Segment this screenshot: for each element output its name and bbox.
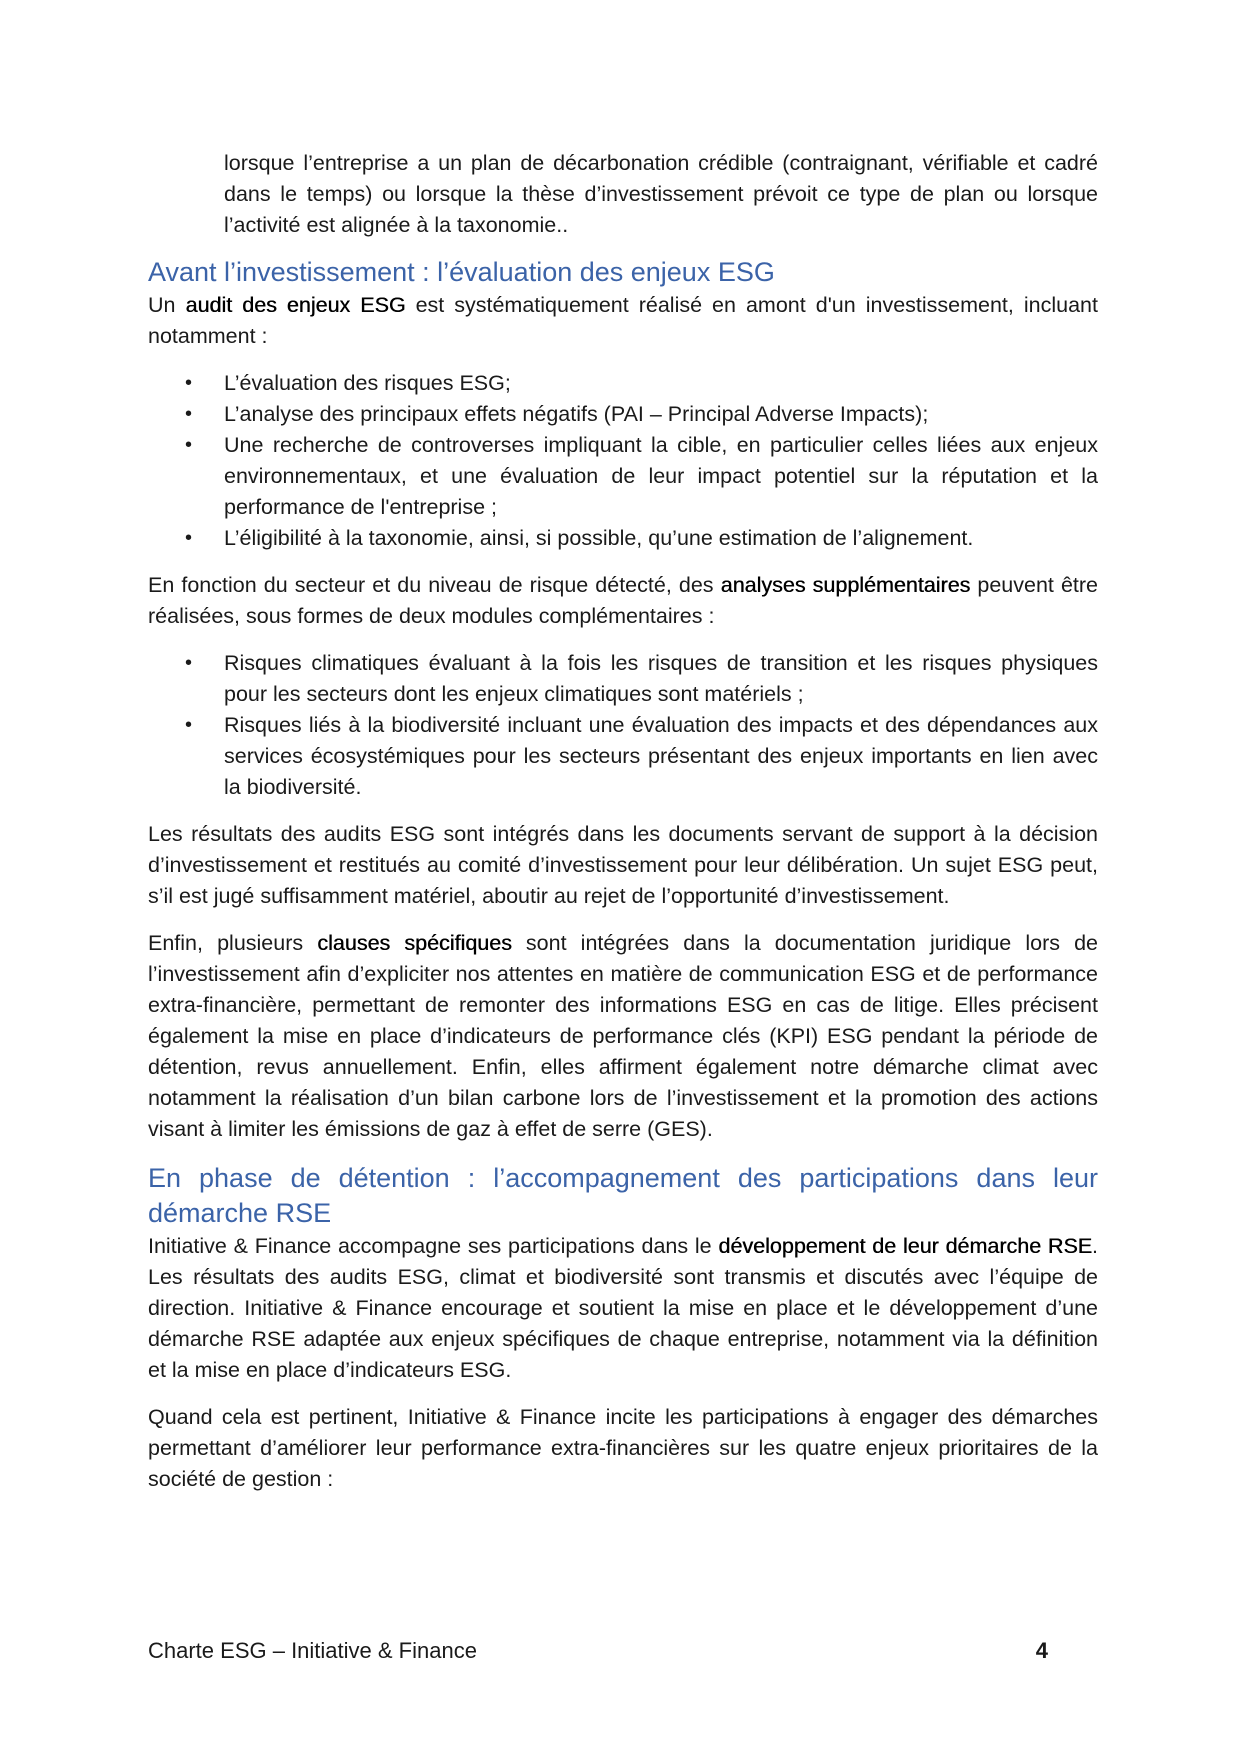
footer-title: Charte ESG – Initiative & Finance xyxy=(148,1638,477,1663)
list-item: • L’analyse des principaux effets négatifs (PAI – Principal Adverse Impacts); xyxy=(148,399,1098,430)
text-run: En fonction du secteur et du niveau de risque détecté, des xyxy=(148,573,721,597)
paragraph-specific-clauses xyxy=(148,928,1098,1145)
page-number: 4 xyxy=(1035,1638,1048,1663)
continued-bullet-text: lorsque l’entreprise a un plan de décarbonation crédible (contraignant, vérifiable et cadré dans le temps) ou lorsque la thèse d’investissement prévoit ce type de plan ou lorsque l’activité est alignée à la taxonomie.. xyxy=(224,151,1098,237)
bold-term: clauses spécifiques xyxy=(317,931,512,955)
page-footer xyxy=(148,1638,1048,1672)
text-run: . Les résultats des audits ESG, climat et biodiversité sont transmis et discutés avec l’équipe de direction. Initiative & Finance encourage et soutient la mise en place et le développement d’une démarche RSE adaptée aux enjeux spécifiques de chaque entreprise, notamment via la définition et la mise en place d’indicateurs ESG. xyxy=(148,1234,1098,1382)
text-run: Initiative & Finance accompagne ses participations dans le xyxy=(148,1234,719,1258)
section-heading-before-investment: Avant l’investissement : l’évaluation des enjeux ESG xyxy=(148,257,775,287)
paragraph-rse-support xyxy=(148,1231,1098,1386)
section-heading-holding-phase: En phase de détention : l’accompagnement des participations dans leur démarche RSE xyxy=(148,1163,1098,1228)
text-run: est systématiquement réalisé en amont d'un investissement, incluant notamment : xyxy=(148,293,1098,348)
paragraph-additional-analyses xyxy=(148,570,1098,632)
text-run: sont intégrées dans la documentation juridique lors de l’investissement afin d’expliciter nos attentes en matière de communication ESG et de performance extra-financière, permettant de remonter des informations ESG en cas de litige. Elles précisent également la mise en place d’indicateurs de performance clés (KPI) ESG pendant la période de détention, revus annuellement. Enfin, elles affirment également notre démarche climat avec notamment la réalisation d’un bilan carbone lors de l’investissement et la promotion des actions visant à limiter les émissions de gaz à effet de serre (GES). xyxy=(148,931,1099,1141)
bullet-list-modules xyxy=(148,648,1098,803)
list-item: • Risques climatiques évaluant à la fois les risques de transition et les risques physiques pour les secteurs dont les enjeux climatiques sont matériels ; xyxy=(148,648,1098,710)
text-run: Enfin, plusieurs xyxy=(148,931,318,955)
bullet-list-audit xyxy=(148,368,1098,554)
bold-term: développement de leur démarche RSE xyxy=(718,1234,1093,1258)
list-item: • L’évaluation des risques ESG; xyxy=(148,368,1098,399)
paragraph-audit-intro xyxy=(148,290,1098,352)
text-run: peuvent être réalisées, sous formes de deux modules complémentaires : xyxy=(148,573,1098,628)
list-item: • Risques liés à la biodiversité incluant une évaluation des impacts et des dépendances aux services écosystémiques pour les secteurs présentant des enjeux importants en lien avec la biodiversité. xyxy=(148,710,1098,803)
paragraph-priority-issues: Quand cela est pertinent, Initiative & Finance incite les participations à engager des démarches permettant d’améliorer leur performance extra-financières sur les quatre enjeux prioritaires de la société de gestion : xyxy=(148,1405,1098,1491)
list-item: • L’éligibilité à la taxonomie, ainsi, si possible, qu’une estimation de l’alignement. xyxy=(148,523,1098,554)
page-content xyxy=(148,148,1098,1495)
bold-term: audit des enjeux ESG xyxy=(185,293,406,317)
bold-term: analyses supplémentaires xyxy=(720,573,971,597)
text-run: Un xyxy=(148,293,186,317)
list-item: • Une recherche de controverses impliquant la cible, en particulier celles liées aux enjeux environnementaux, et une évaluation de leur impact potentiel sur la réputation et la performance de l'entreprise ; xyxy=(148,430,1098,523)
paragraph-audit-results: Les résultats des audits ESG sont intégrés dans les documents servant de support à la décision d’investissement et restitués au comité d’investissement pour leur délibération. Un sujet ESG peut, s’il est jugé suffisamment matériel, aboutir au rejet de l’opportunité d’investissement. xyxy=(148,822,1098,908)
